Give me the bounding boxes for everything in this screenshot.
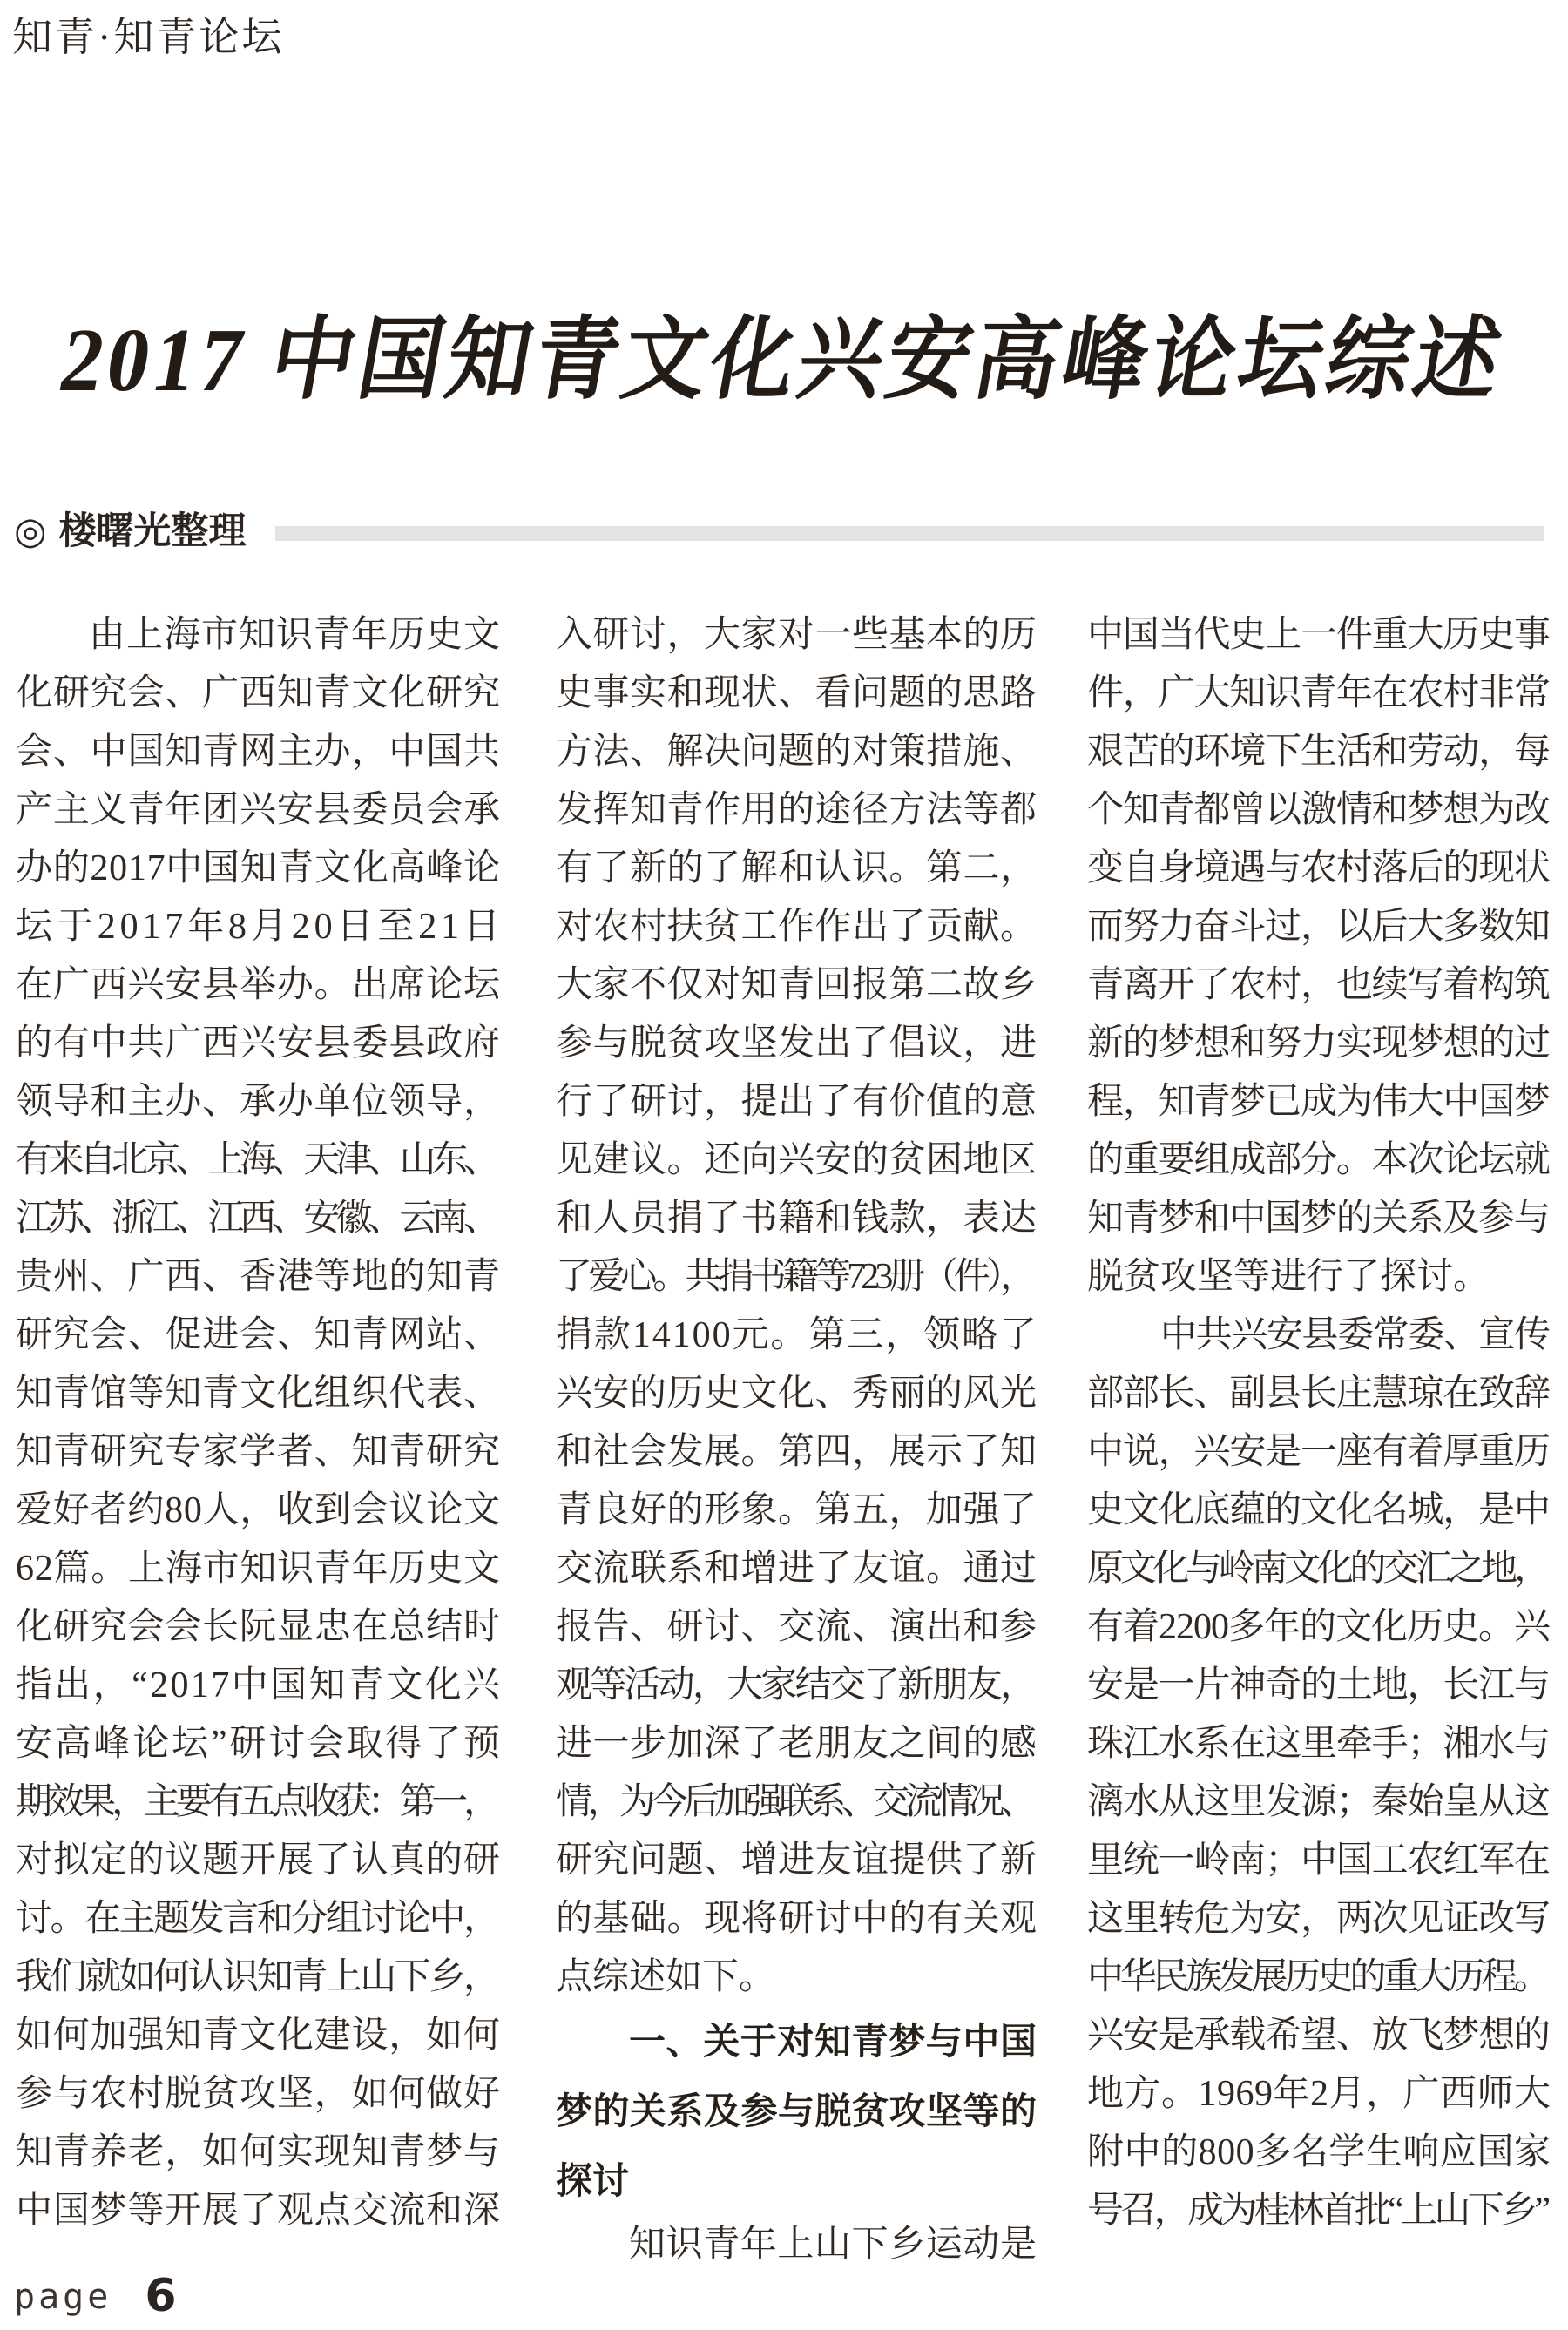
text-line: 爱好者约80人，收到会议论文 [16,1490,501,1530]
text-column-2 [556,606,1037,2274]
text-line: 珠江水系在这里牵手；湘水与 [1087,1724,1550,1764]
text-line: 梦的关系及参与脱贫攻坚等的 [556,2090,1037,2131]
text-line: 对农村扶贫工作作出了贡献。 [556,907,1037,947]
text-line: 化研究会、广西知青文化研究 [16,673,501,713]
text-line: 史事实和现状、看问题的思路 [556,673,1037,713]
byline-divider-bar [275,526,1544,541]
text-line: 安高峰论坛”研讨会取得了预 [16,1724,503,1764]
text-line: 青离开了农村，也续写着构筑 [1087,965,1550,1005]
text-line: 研究问题、增进友谊提供了新 [556,1840,1037,1881]
text-line: 我们就如何认识知青上山下乡， [16,1957,498,1997]
text-line: 的重要组成部分。本次论坛就 [1087,1140,1550,1180]
text-line: 探讨 [556,2160,630,2201]
text-line: 中国当代史上一件重大历史事 [1087,615,1550,655]
text-line: 有着2200多年的文化历史。兴 [1087,1607,1550,1647]
text-line: 在广西兴安县举办。出席论坛 [16,965,501,1005]
text-line: 会、中国知青网主办，中国共 [16,732,501,772]
text-line: 原文化与岭南文化的交汇之地， [1087,1549,1547,1589]
text-line: 兴安的历史文化、秀丽的风光 [556,1374,1037,1414]
text-line: 产主义青年团兴安县委员会承 [16,790,501,830]
text-line: 观等活动，大家结交了新朋友， [556,1665,1035,1705]
text-line: 知青研究专家学者、知青研究 [16,1432,501,1472]
text-line: 新的梦想和努力实现梦想的过 [1087,1023,1550,1064]
text-column-1 [16,606,504,2240]
text-line: 的有中共广西兴安县委县政府 [16,1023,501,1064]
text-line: 领导和主办、承办单位领导， [16,1082,501,1122]
footer-page-number: 6 [145,2270,177,2322]
byline-row [0,502,1568,554]
footer-page-label: page [14,2277,112,2317]
text-line: 有来自北京、上海、天津、山东、 [16,1140,496,1180]
text-line: 62篇。上海市知识青年历史文 [16,1549,501,1589]
text-line: 入研讨，大家对一些基本的历 [556,615,1037,655]
text-line: 脱贫攻坚等进行了探讨。 [1087,1257,1490,1297]
text-line: 行了研讨，提出了有价值的意 [556,1082,1037,1122]
text-line: 知青养老，如何实现知青梦与 [16,2132,501,2172]
text-line: 程，知青梦已成为伟大中国梦 [1087,1082,1550,1122]
text-line: 捐款14100元。第三，领略了 [556,1315,1038,1355]
text-line: 报告、研讨、交流、演出和参 [556,1607,1037,1647]
text-line: 见建议。还向兴安的贫困地区 [556,1140,1037,1180]
text-line: 贵州、广西、香港等地的知青 [16,1257,501,1297]
text-line: 的基础。现将研讨中的有关观 [556,1899,1037,1939]
text-line: 中华民族发展历史的重大历程。 [1087,1957,1547,1997]
byline-marker-icon: ◎ [14,510,47,552]
text-line: 知识青年上山下乡运动是 [629,2225,1037,2265]
text-line: 部部长、副县长庄慧琼在致辞 [1087,1374,1550,1414]
text-line: 一、关于对知青梦与中国 [629,2021,1037,2062]
text-line: 有了新的了解和认识。第二， [556,848,1037,888]
text-line: 办的2017中国知青文化高峰论 [16,848,501,888]
article-title: 2017 中国知青文化兴安高峰论坛综述 [52,309,1513,410]
text-line: 变自身境遇与农村落后的现状 [1087,848,1550,888]
text-line: 进一步加深了老朋友之间的感 [556,1724,1037,1764]
byline-author: 楼曙光整理 [58,510,247,552]
text-line: 这里转危为安，两次见证改写 [1087,1899,1550,1939]
text-line: 个知青都曾以激情和梦想为改 [1087,790,1550,830]
text-line: 件，广大知识青年在农村非常 [1087,673,1550,713]
text-line: 指出，“2017中国知青文化兴 [16,1665,503,1705]
text-line: 中说，兴安是一座有着厚重历 [1087,1432,1550,1472]
text-line: 情，为今后加强联系、交流情况、 [556,1782,1032,1822]
text-line: 由上海市知识青年历史文 [89,615,501,655]
text-line: 漓水从这里发源；秦始皇从这 [1087,1782,1550,1822]
text-line: 江苏、浙江、江西、安徽、云南、 [16,1199,496,1239]
text-line: 点综述如下。 [556,1957,776,1997]
text-line: 了爱心。共捐书籍等723册（件）， [556,1257,1033,1297]
text-line: 参与农村脱贫攻坚，如何做好 [16,2074,501,2114]
text-line: 地方。1969年2月，广西师大 [1087,2074,1551,2114]
page-footer [14,2270,177,2322]
text-line: 如何加强知青文化建设，如何 [16,2016,501,2056]
section-label: 知青·知青论坛 [12,15,285,59]
text-line: 艰苦的环境下生活和劳动，每 [1087,732,1550,772]
text-line: 研究会、促进会、知青网站、 [16,1315,501,1355]
text-line: 坛于2017年8月20日至21日 [16,907,504,947]
text-line: 期效果，主要有五点收获：第一， [16,1782,496,1822]
text-line: 号召，成为桂林首批“上山下乡” [1087,2191,1548,2231]
text-line: 里统一岭南；中国工农红军在 [1087,1840,1550,1881]
text-line: 交流联系和增进了友谊。通过 [556,1549,1037,1589]
text-line: 而努力奋斗过，以后大多数知 [1087,907,1550,947]
text-line: 对拟定的议题开展了认真的研 [16,1840,501,1881]
text-line: 知青馆等知青文化组织代表、 [16,1374,501,1414]
byline [14,502,247,555]
text-column-3 [1087,606,1551,2240]
text-line: 方法、解决问题的对策措施、 [556,732,1037,772]
text-line: 发挥知青作用的途径方法等都 [556,790,1037,830]
text-line: 讨。在主题发言和分组讨论中， [16,1899,498,1939]
text-line: 化研究会会长阮显忠在总结时 [16,1607,501,1647]
text-line: 参与脱贫攻坚发出了倡议，进 [556,1023,1037,1064]
text-line: 兴安是承载希望、放飞梦想的 [1087,2016,1550,2056]
text-line: 附中的800多名学生响应国家 [1087,2132,1551,2172]
text-line: 知青梦和中国梦的关系及参与 [1087,1199,1550,1239]
text-line: 史文化底蕴的文化名城，是中 [1087,1490,1550,1530]
text-line: 青良好的形象。第五，加强了 [556,1490,1037,1530]
text-line: 中共兴安县委常委、宣传 [1160,1315,1550,1355]
text-line: 大家不仅对知青回报第二故乡 [556,965,1037,1005]
text-line: 安是一片神奇的土地，长江与 [1087,1665,1550,1705]
text-line: 中国梦等开展了观点交流和深 [16,2191,501,2231]
text-line: 和人员捐了书籍和钱款，表达 [556,1199,1037,1239]
text-line: 和社会发展。第四，展示了知 [556,1432,1037,1472]
